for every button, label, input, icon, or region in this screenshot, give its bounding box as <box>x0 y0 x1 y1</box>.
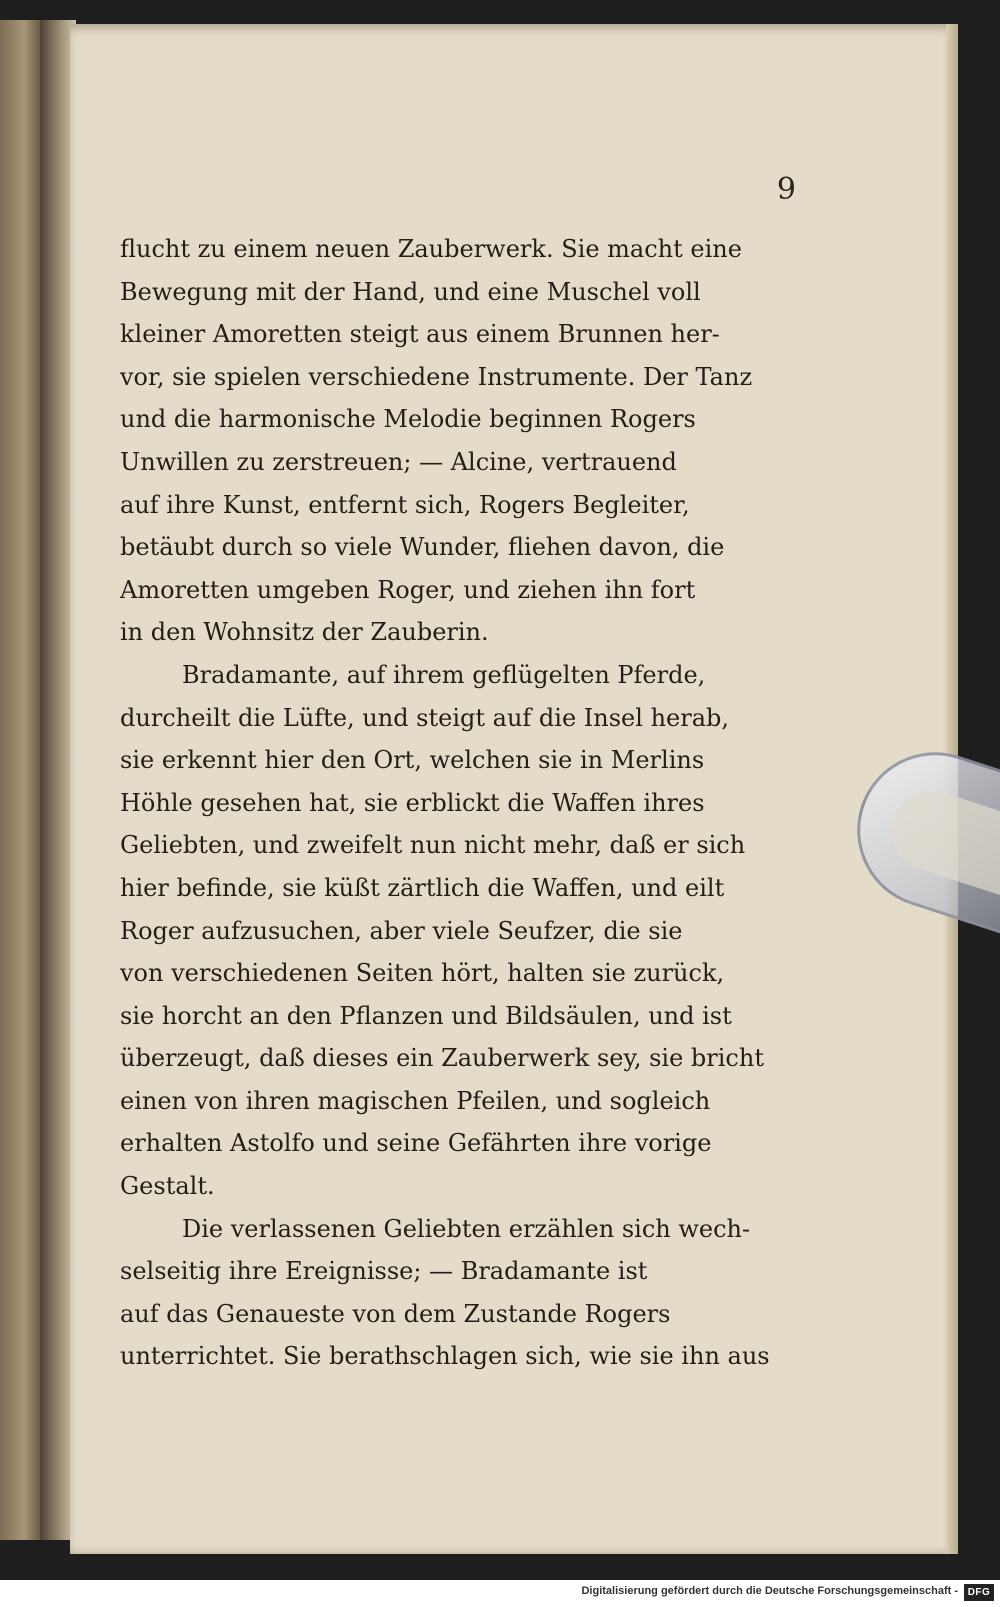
text-line: kleiner Amoretten steigt aus einem Brunnen her- <box>120 320 720 349</box>
text-line: Unwillen zu zerstreuen; — Alcine, vertrauend <box>120 447 677 476</box>
text-line: einen von ihren magischen Pfeilen, und sogleich <box>120 1086 711 1115</box>
text-line: vor, sie spielen verschiedene Instrumente. Der Tanz <box>120 362 753 391</box>
text-line: sie horcht an den Pflanzen und Bildsäulen, und ist <box>120 1001 732 1030</box>
text-line: hier befinde, sie küßt zärtlich die Waffen, und eilt <box>120 873 725 902</box>
paragraph-3 <box>120 1208 860 1378</box>
text-line: Bradamante, auf ihrem geflügelten Pferde, <box>182 660 706 689</box>
text-line: von verschiedenen Seiten hört, halten sie zurück, <box>120 959 725 988</box>
paragraph-2 <box>120 654 860 1208</box>
text-line: Höhle gesehen hat, sie erblickt die Waffen ihres <box>120 788 705 817</box>
text-line: durcheilt die Lüfte, und steigt auf die Insel herab, <box>120 703 729 732</box>
book-page <box>70 24 958 1554</box>
text-line: Geliebten, und zweifelt nun nicht mehr, daß er sich <box>120 831 746 860</box>
text-line: Die verlassenen Geliebten erzählen sich wech- <box>182 1214 751 1243</box>
text-line: unterrichtet. Sie berathschlagen sich, wie sie ihn aus <box>120 1342 770 1371</box>
text-line: Roger aufzusuchen, aber viele Seufzer, die sie <box>120 916 683 945</box>
text-line: überzeugt, daß dieses ein Zauberwerk sey, sie bricht <box>120 1044 764 1073</box>
text-line: auf das Genaueste von dem Zustande Rogers <box>120 1299 671 1328</box>
text-line: und die harmonische Melodie beginnen Rogers <box>120 405 696 434</box>
text-line: auf ihre Kunst, entfernt sich, Rogers Begleiter, <box>120 490 690 519</box>
text-line: selseitig ihre Ereignisse; — Bradamante ist <box>120 1257 648 1286</box>
text-line: flucht zu einem neuen Zauberwerk. Sie macht eine <box>120 235 742 263</box>
text-line: in den Wohnsitz der Zauberin. <box>120 618 489 647</box>
text-line: Amoretten umgeben Roger, und ziehen ihn fort <box>120 575 696 604</box>
page-text <box>120 228 860 1378</box>
dfg-logo: DFG <box>964 1584 994 1601</box>
text-line: Bewegung mit der Hand, und eine Muschel voll <box>120 277 701 306</box>
footer-bar <box>0 1580 1000 1607</box>
paragraph-1 <box>120 228 860 654</box>
page-number: 9 <box>776 172 796 207</box>
previous-page-edge <box>0 20 42 1540</box>
text-line: Gestalt. <box>120 1172 215 1201</box>
text-line: sie erkennt hier den Ort, welchen sie in Merlins <box>120 746 705 775</box>
funding-credit: Digitalisierung gefördert durch die Deutsche Forschungsgemeinschaft - <box>581 1585 958 1597</box>
text-line: betäubt durch so viele Wunder, fliehen davon, die <box>120 533 725 562</box>
text-line: erhalten Astolfo und seine Gefährten ihre vorige <box>120 1129 712 1158</box>
